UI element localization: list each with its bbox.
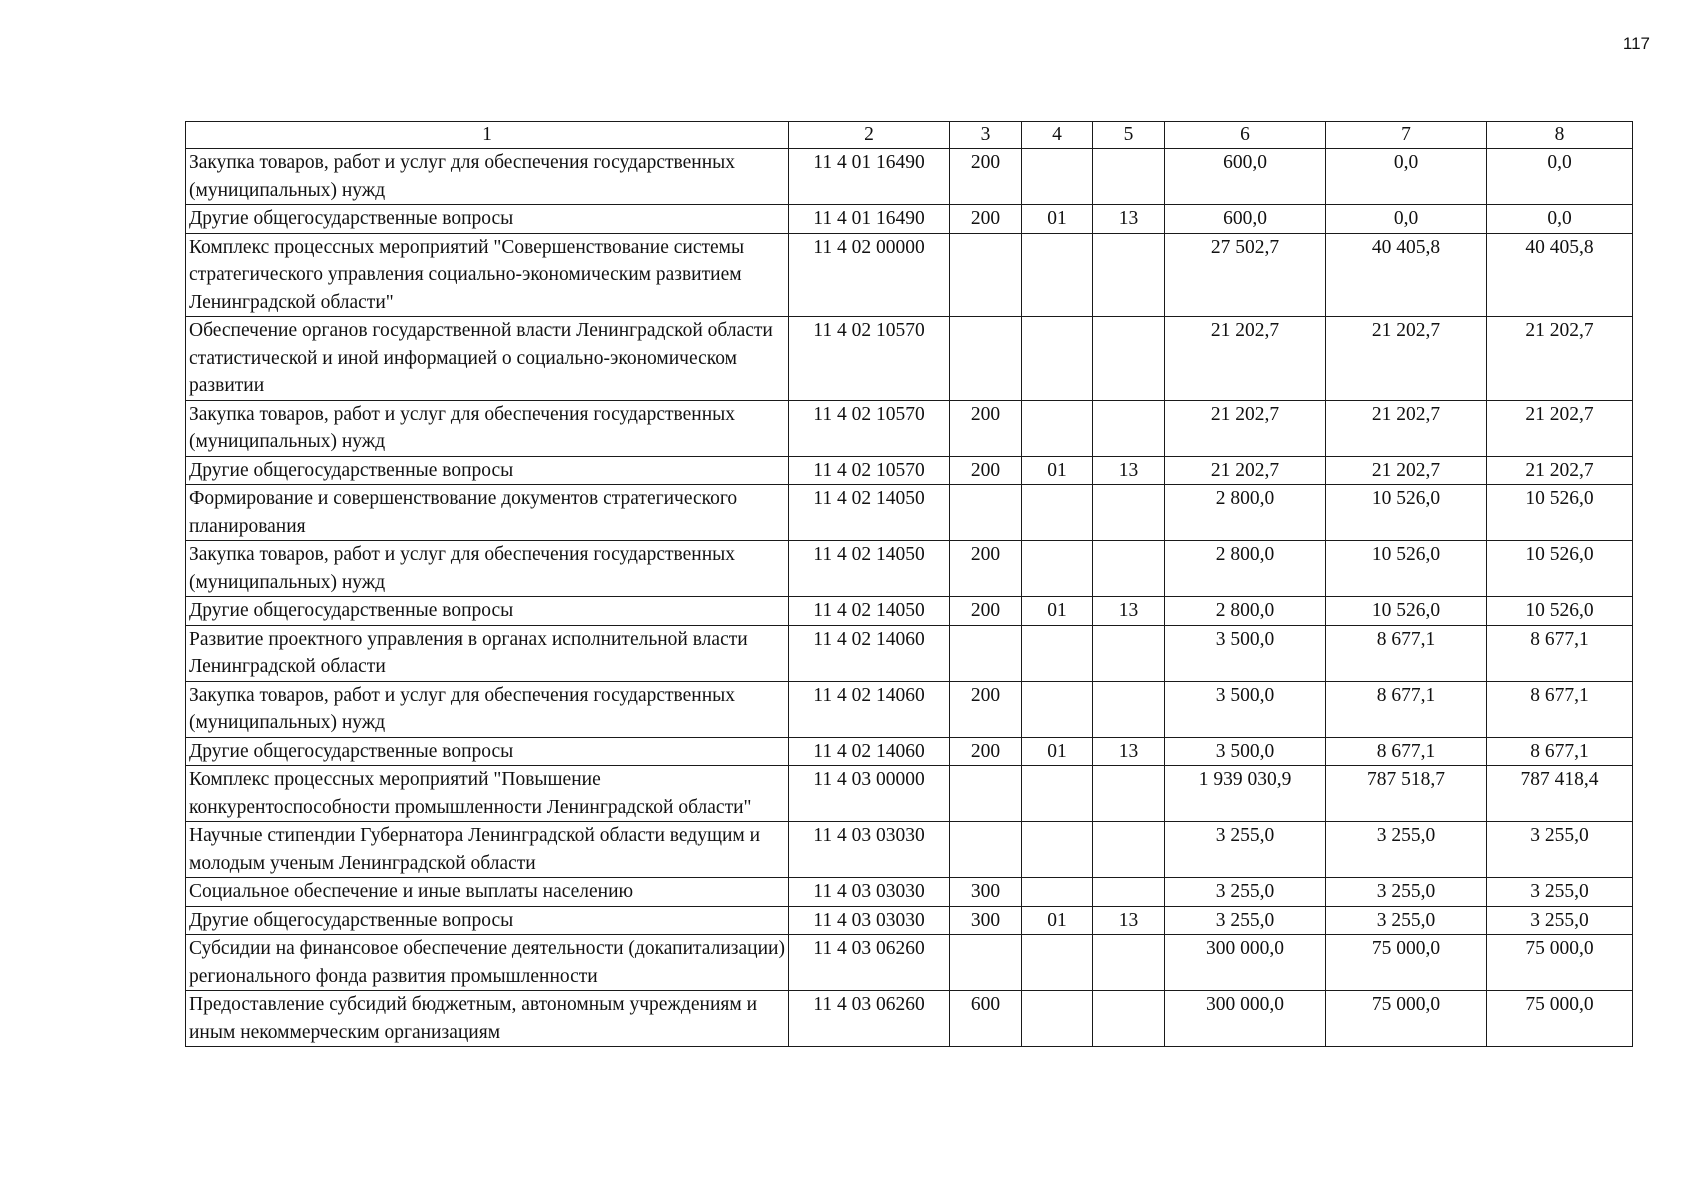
cell-amount-col7: 75 000,0 xyxy=(1326,935,1487,991)
cell-expense-type xyxy=(950,766,1022,822)
cell-name: Комплекс процессных мероприятий "Совершенствование системы стратегического управления социально-экономическим развитием Ленинградской области" xyxy=(186,233,789,317)
cell-name: Формирование и совершенствование документов стратегического планирования xyxy=(186,485,789,541)
cell-subsection xyxy=(1093,233,1165,317)
table-row xyxy=(186,766,1633,822)
cell-section xyxy=(1022,935,1093,991)
table-body xyxy=(186,149,1633,1047)
cell-amount-col6: 3 500,0 xyxy=(1165,625,1326,681)
cell-amount-col8: 10 526,0 xyxy=(1487,485,1633,541)
cell-expense-type xyxy=(950,485,1022,541)
cell-target-code: 11 4 03 03030 xyxy=(789,906,950,935)
cell-subsection: 13 xyxy=(1093,597,1165,626)
cell-amount-col7: 10 526,0 xyxy=(1326,541,1487,597)
cell-section: 01 xyxy=(1022,906,1093,935)
table-row xyxy=(186,906,1633,935)
cell-expense-type xyxy=(950,233,1022,317)
cell-subsection xyxy=(1093,625,1165,681)
cell-section: 01 xyxy=(1022,456,1093,485)
cell-amount-col7: 0,0 xyxy=(1326,205,1487,234)
cell-subsection: 13 xyxy=(1093,456,1165,485)
header-col-7: 7 xyxy=(1326,122,1487,149)
cell-subsection xyxy=(1093,485,1165,541)
cell-amount-col8: 8 677,1 xyxy=(1487,681,1633,737)
cell-section: 01 xyxy=(1022,597,1093,626)
cell-amount-col7: 787 518,7 xyxy=(1326,766,1487,822)
table-row xyxy=(186,681,1633,737)
cell-expense-type: 200 xyxy=(950,597,1022,626)
cell-amount-col6: 21 202,7 xyxy=(1165,317,1326,401)
table-row xyxy=(186,822,1633,878)
cell-section xyxy=(1022,625,1093,681)
cell-name: Закупка товаров, работ и услуг для обеспечения государственных (муниципальных) нужд xyxy=(186,149,789,205)
cell-section xyxy=(1022,878,1093,907)
cell-amount-col7: 0,0 xyxy=(1326,149,1487,205)
header-col-8: 8 xyxy=(1487,122,1633,149)
cell-expense-type: 200 xyxy=(950,205,1022,234)
cell-amount-col6: 3 500,0 xyxy=(1165,681,1326,737)
cell-section xyxy=(1022,485,1093,541)
cell-name: Закупка товаров, работ и услуг для обеспечения государственных (муниципальных) нужд xyxy=(186,681,789,737)
cell-target-code: 11 4 03 03030 xyxy=(789,822,950,878)
cell-target-code: 11 4 01 16490 xyxy=(789,149,950,205)
cell-amount-col8: 21 202,7 xyxy=(1487,400,1633,456)
cell-name: Обеспечение органов государственной власти Ленинградской области статистической и иной информацией о социально-экономическом развитии xyxy=(186,317,789,401)
cell-expense-type: 300 xyxy=(950,878,1022,907)
cell-amount-col6: 3 255,0 xyxy=(1165,822,1326,878)
cell-expense-type: 200 xyxy=(950,681,1022,737)
cell-name: Закупка товаров, работ и услуг для обеспечения государственных (муниципальных) нужд xyxy=(186,541,789,597)
cell-subsection: 13 xyxy=(1093,205,1165,234)
table-row xyxy=(186,149,1633,205)
table-row xyxy=(186,597,1633,626)
cell-name: Другие общегосударственные вопросы xyxy=(186,456,789,485)
cell-amount-col6: 27 502,7 xyxy=(1165,233,1326,317)
cell-subsection xyxy=(1093,822,1165,878)
table-row xyxy=(186,205,1633,234)
cell-amount-col7: 40 405,8 xyxy=(1326,233,1487,317)
cell-amount-col8: 8 677,1 xyxy=(1487,625,1633,681)
cell-expense-type xyxy=(950,822,1022,878)
cell-amount-col6: 3 255,0 xyxy=(1165,906,1326,935)
cell-amount-col8: 21 202,7 xyxy=(1487,317,1633,401)
table-row xyxy=(186,991,1633,1047)
cell-target-code: 11 4 02 14060 xyxy=(789,625,950,681)
cell-target-code: 11 4 02 14060 xyxy=(789,681,950,737)
cell-section xyxy=(1022,233,1093,317)
cell-target-code: 11 4 03 06260 xyxy=(789,935,950,991)
cell-section xyxy=(1022,317,1093,401)
cell-target-code: 11 4 02 14050 xyxy=(789,597,950,626)
table-row xyxy=(186,935,1633,991)
cell-amount-col8: 75 000,0 xyxy=(1487,991,1633,1047)
cell-section xyxy=(1022,766,1093,822)
cell-amount-col8: 0,0 xyxy=(1487,149,1633,205)
cell-amount-col7: 75 000,0 xyxy=(1326,991,1487,1047)
cell-amount-col7: 3 255,0 xyxy=(1326,878,1487,907)
cell-subsection: 13 xyxy=(1093,737,1165,766)
cell-amount-col6: 21 202,7 xyxy=(1165,400,1326,456)
cell-target-code: 11 4 02 14050 xyxy=(789,485,950,541)
cell-target-code: 11 4 02 10570 xyxy=(789,400,950,456)
cell-target-code: 11 4 03 00000 xyxy=(789,766,950,822)
cell-amount-col7: 21 202,7 xyxy=(1326,400,1487,456)
cell-subsection xyxy=(1093,317,1165,401)
table-row xyxy=(186,400,1633,456)
cell-amount-col7: 8 677,1 xyxy=(1326,681,1487,737)
cell-amount-col8: 3 255,0 xyxy=(1487,878,1633,907)
cell-target-code: 11 4 03 03030 xyxy=(789,878,950,907)
cell-name: Комплекс процессных мероприятий "Повышение конкурентоспособности промышленности Ленинградской области" xyxy=(186,766,789,822)
cell-section: 01 xyxy=(1022,737,1093,766)
cell-section xyxy=(1022,400,1093,456)
table-header-row xyxy=(186,122,1633,149)
cell-expense-type xyxy=(950,935,1022,991)
cell-name: Другие общегосударственные вопросы xyxy=(186,906,789,935)
cell-subsection xyxy=(1093,991,1165,1047)
table-row xyxy=(186,541,1633,597)
table-row xyxy=(186,317,1633,401)
cell-expense-type xyxy=(950,317,1022,401)
cell-subsection xyxy=(1093,766,1165,822)
cell-amount-col8: 3 255,0 xyxy=(1487,822,1633,878)
cell-amount-col6: 600,0 xyxy=(1165,149,1326,205)
cell-name: Предоставление субсидий бюджетным, автономным учреждениям и иным некоммерческим организациям xyxy=(186,991,789,1047)
cell-section xyxy=(1022,149,1093,205)
cell-amount-col8: 8 677,1 xyxy=(1487,737,1633,766)
cell-amount-col8: 40 405,8 xyxy=(1487,233,1633,317)
cell-target-code: 11 4 02 10570 xyxy=(789,456,950,485)
page-number: 117 xyxy=(1622,34,1650,53)
cell-expense-type: 600 xyxy=(950,991,1022,1047)
cell-amount-col8: 10 526,0 xyxy=(1487,541,1633,597)
header-col-4: 4 xyxy=(1022,122,1093,149)
header-col-3: 3 xyxy=(950,122,1022,149)
cell-subsection xyxy=(1093,400,1165,456)
cell-name: Другие общегосударственные вопросы xyxy=(186,205,789,234)
cell-name: Социальное обеспечение и иные выплаты населению xyxy=(186,878,789,907)
header-col-5: 5 xyxy=(1093,122,1165,149)
cell-amount-col6: 2 800,0 xyxy=(1165,597,1326,626)
cell-expense-type: 200 xyxy=(950,149,1022,205)
table-row xyxy=(186,485,1633,541)
cell-target-code: 11 4 02 14060 xyxy=(789,737,950,766)
cell-name: Другие общегосударственные вопросы xyxy=(186,737,789,766)
table-row xyxy=(186,737,1633,766)
cell-amount-col6: 2 800,0 xyxy=(1165,485,1326,541)
cell-target-code: 11 4 03 06260 xyxy=(789,991,950,1047)
cell-expense-type: 200 xyxy=(950,400,1022,456)
cell-amount-col7: 3 255,0 xyxy=(1326,822,1487,878)
cell-target-code: 11 4 02 10570 xyxy=(789,317,950,401)
cell-amount-col6: 3 500,0 xyxy=(1165,737,1326,766)
cell-amount-col6: 300 000,0 xyxy=(1165,935,1326,991)
cell-subsection: 13 xyxy=(1093,906,1165,935)
cell-section xyxy=(1022,822,1093,878)
cell-name: Развитие проектного управления в органах исполнительной власти Ленинградской области xyxy=(186,625,789,681)
header-col-6: 6 xyxy=(1165,122,1326,149)
cell-amount-col8: 10 526,0 xyxy=(1487,597,1633,626)
cell-section xyxy=(1022,541,1093,597)
cell-amount-col6: 1 939 030,9 xyxy=(1165,766,1326,822)
cell-section xyxy=(1022,681,1093,737)
budget-table xyxy=(185,121,1633,1047)
cell-expense-type xyxy=(950,625,1022,681)
table-row xyxy=(186,233,1633,317)
cell-subsection xyxy=(1093,935,1165,991)
cell-expense-type: 200 xyxy=(950,541,1022,597)
cell-name: Научные стипендии Губернатора Ленинградской области ведущим и молодым ученым Ленинградской области xyxy=(186,822,789,878)
header-col-1: 1 xyxy=(186,122,789,149)
cell-amount-col7: 21 202,7 xyxy=(1326,317,1487,401)
cell-amount-col6: 300 000,0 xyxy=(1165,991,1326,1047)
cell-amount-col8: 3 255,0 xyxy=(1487,906,1633,935)
cell-amount-col7: 10 526,0 xyxy=(1326,597,1487,626)
cell-section: 01 xyxy=(1022,205,1093,234)
cell-subsection xyxy=(1093,149,1165,205)
cell-amount-col7: 3 255,0 xyxy=(1326,906,1487,935)
cell-subsection xyxy=(1093,541,1165,597)
cell-amount-col8: 21 202,7 xyxy=(1487,456,1633,485)
cell-amount-col7: 8 677,1 xyxy=(1326,737,1487,766)
cell-name: Субсидии на финансовое обеспечение деятельности (докапитализации) регионального фонда развития промышленности xyxy=(186,935,789,991)
cell-amount-col7: 8 677,1 xyxy=(1326,625,1487,681)
cell-amount-col8: 0,0 xyxy=(1487,205,1633,234)
cell-amount-col8: 75 000,0 xyxy=(1487,935,1633,991)
cell-subsection xyxy=(1093,878,1165,907)
cell-amount-col6: 2 800,0 xyxy=(1165,541,1326,597)
table-row xyxy=(186,878,1633,907)
cell-expense-type: 300 xyxy=(950,906,1022,935)
cell-section xyxy=(1022,991,1093,1047)
table-row xyxy=(186,625,1633,681)
cell-amount-col7: 21 202,7 xyxy=(1326,456,1487,485)
header-col-2: 2 xyxy=(789,122,950,149)
cell-expense-type: 200 xyxy=(950,737,1022,766)
cell-amount-col6: 21 202,7 xyxy=(1165,456,1326,485)
cell-target-code: 11 4 01 16490 xyxy=(789,205,950,234)
cell-amount-col8: 787 418,4 xyxy=(1487,766,1633,822)
cell-target-code: 11 4 02 00000 xyxy=(789,233,950,317)
table-row xyxy=(186,456,1633,485)
cell-target-code: 11 4 02 14050 xyxy=(789,541,950,597)
cell-amount-col6: 3 255,0 xyxy=(1165,878,1326,907)
cell-name: Другие общегосударственные вопросы xyxy=(186,597,789,626)
cell-expense-type: 200 xyxy=(950,456,1022,485)
cell-subsection xyxy=(1093,681,1165,737)
cell-amount-col7: 10 526,0 xyxy=(1326,485,1487,541)
cell-amount-col6: 600,0 xyxy=(1165,205,1326,234)
cell-name: Закупка товаров, работ и услуг для обеспечения государственных (муниципальных) нужд xyxy=(186,400,789,456)
